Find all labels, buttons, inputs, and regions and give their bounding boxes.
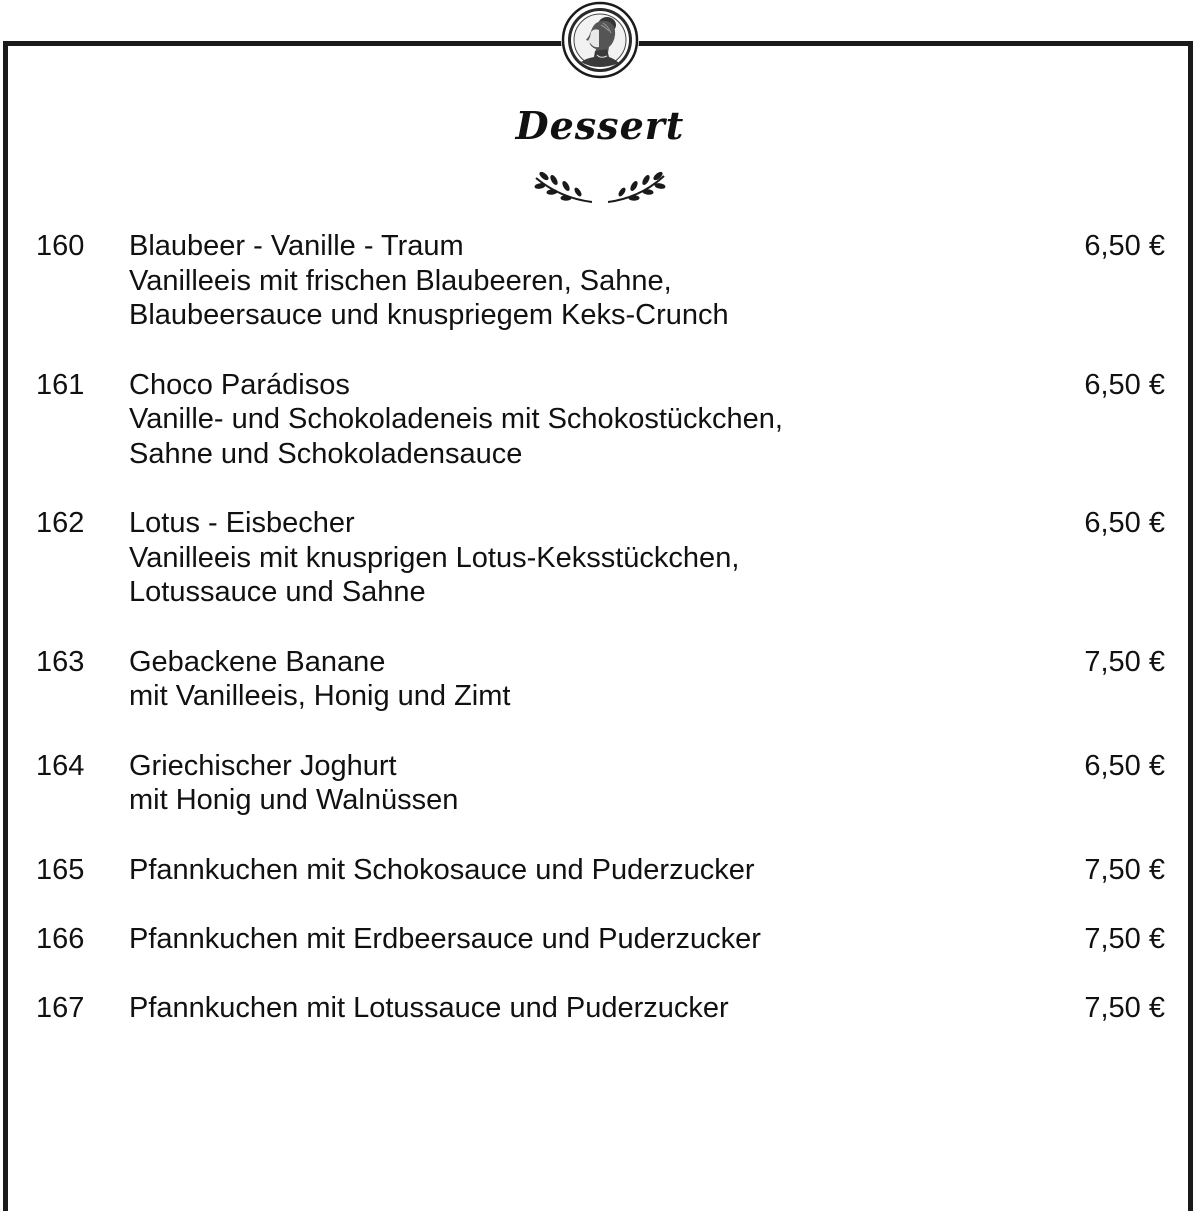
menu-item bbox=[0, 645, 1200, 714]
item-name: Blaubeer - Vanille - Traum bbox=[129, 230, 464, 262]
cameo-woman-profile-icon bbox=[561, 1, 639, 79]
page-title: Dessert bbox=[515, 103, 685, 148]
item-price: 7,50 € bbox=[1084, 992, 1165, 1025]
menu-item bbox=[0, 991, 1200, 1026]
item-price: 7,50 € bbox=[1084, 923, 1165, 956]
item-name: Choco Parádisos bbox=[129, 368, 350, 401]
menu-item bbox=[0, 506, 1200, 610]
item-description-line: mit Vanilleeis, Honig und Zimt bbox=[129, 680, 511, 713]
item-description-line: mit Honig und Walnüssen bbox=[129, 784, 459, 817]
item-number: 162 bbox=[36, 507, 85, 540]
item-price: 6,50 € bbox=[1084, 507, 1165, 540]
item-description-line: Vanilleeis mit knusprigen Lotus-Keksstückchen, bbox=[129, 541, 740, 574]
item-number: 166 bbox=[36, 923, 85, 956]
menu-item bbox=[0, 749, 1200, 818]
item-description-line: Vanilleeis mit frischen Blaubeeren, Sahne, bbox=[129, 264, 672, 297]
item-name: Pfannkuchen mit Schokosauce und Puderzucker bbox=[129, 853, 755, 886]
item-price: 7,50 € bbox=[1084, 853, 1165, 886]
item-price: 6,50 € bbox=[1084, 230, 1165, 262]
item-name: Pfannkuchen mit Erdbeersauce und Puderzucker bbox=[129, 923, 761, 956]
item-description-line: Blaubeersauce und knuspriegem Keks-Crunch bbox=[129, 299, 729, 332]
item-description-line: Sahne und Schokoladensauce bbox=[129, 437, 523, 470]
item-name: Pfannkuchen mit Lotussauce und Puderzucker bbox=[129, 992, 729, 1025]
olive-sprig-divider-icon bbox=[530, 168, 670, 208]
item-number: 161 bbox=[36, 368, 85, 401]
item-number: 165 bbox=[36, 853, 85, 886]
item-description-line: Lotussauce und Sahne bbox=[129, 576, 426, 609]
menu-item bbox=[0, 368, 1200, 472]
item-number: 163 bbox=[36, 645, 85, 678]
menu-item bbox=[0, 229, 1200, 333]
dessert-menu-list bbox=[0, 229, 1200, 1026]
menu-item bbox=[0, 853, 1200, 888]
item-name: Griechischer Joghurt bbox=[129, 749, 397, 782]
item-description-line: Vanille- und Schokoladeneis mit Schokostückchen, bbox=[129, 403, 783, 436]
item-name: Gebackene Banane bbox=[129, 645, 386, 678]
item-price: 7,50 € bbox=[1084, 645, 1165, 678]
item-price: 6,50 € bbox=[1084, 368, 1165, 401]
item-price: 6,50 € bbox=[1084, 749, 1165, 782]
item-number: 167 bbox=[36, 992, 85, 1025]
item-number: 164 bbox=[36, 749, 85, 782]
menu-item bbox=[0, 922, 1200, 957]
item-name: Lotus - Eisbecher bbox=[129, 507, 355, 540]
item-number: 160 bbox=[36, 230, 85, 262]
